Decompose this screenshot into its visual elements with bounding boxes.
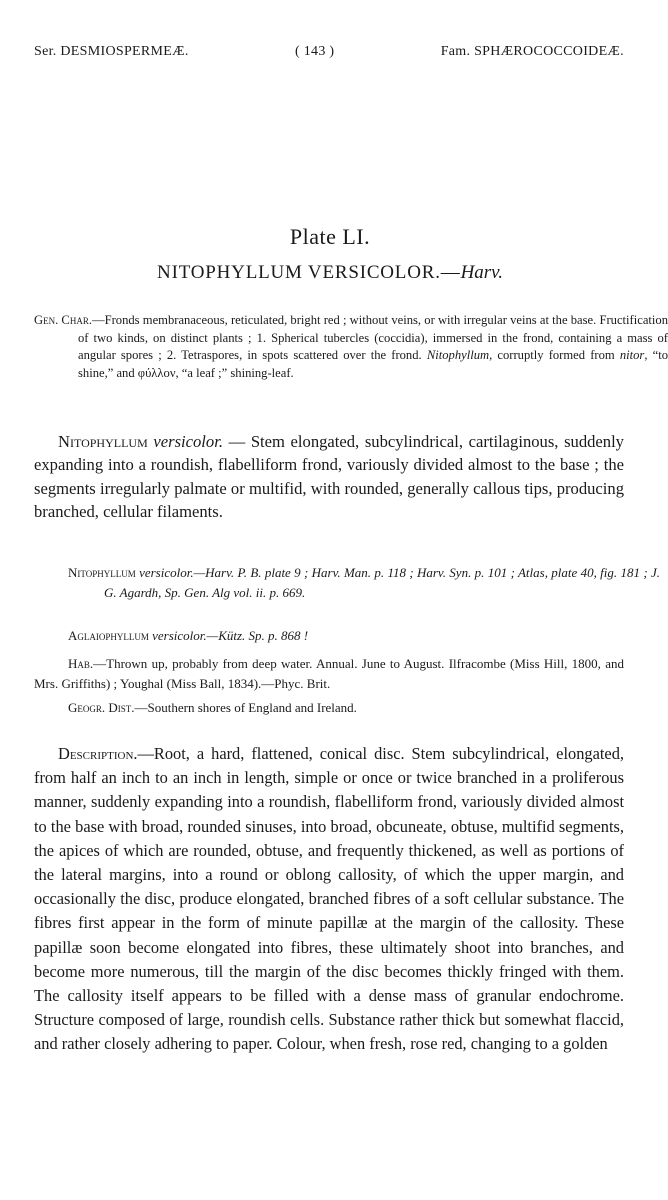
running-head [34, 44, 624, 60]
gen-char-text-3: , “to shine,” and φύλλον, “a leaf ;” shining-leaf. [78, 348, 668, 380]
species-name: NITOPHYLLUM VERSICOLOR.— [157, 262, 461, 283]
diagnosis-genus: Nitophyllum [58, 432, 148, 451]
gen-char-text-1: —Fronds membranaceous, reticulated, bright red ; without veins, or with irregular veins at the base. Fructification of two kinds, on distinct plants ; 1. Spherical tubercles (coccidia), immersed in the frond, containing a mass of angular spores ; 2. Tetraspores, in spots scattered over the frond. [78, 313, 668, 363]
habitat-paragraph [34, 654, 624, 694]
species-title [0, 262, 660, 284]
running-head-family: Fam. SPHÆROCOCCOIDEÆ. [440, 44, 624, 59]
gen-char-text-2: , corruptly formed from [489, 348, 620, 363]
description-text: —Root, a hard, flattened, conical disc. Stem subcylindrical, elongated, from half an inch to an inch in length, simple or once or twice branched in a proliferous manner, suddenly expanding into a roundish, flabelliform frond, variously divided almost to the base with broad, rounded sinuses, into broad, obcuneate, obtuse, multifid segments, the apices of which are rounded, obtuse, and frequently thickened, as well as portions of the lateral margins, into a round or oblong callosity, of which the upper margin, and occasionally the disc, produce elongated, branched fibres of a soft cellular substance. The fibres first appear in the form of minute papillæ at the margin of the callosity. These papillæ soon become elongated into fibres, these ultimately shoot into branches, and become more numerous, till the margin of the disc becomes thickly fringed with them. The callosity itself appears to be filled with a dense mass of granular endochrome. Structure composed of large, roundish cells. Substance rather thick but somewhat flaccid, and rather closely adhering to paper. Colour, when fresh, rose red, changing to a golden [34, 744, 624, 1054]
diagnosis-text: — Stem elongated, subcylindrical, cartilaginous, suddenly expanding into a roundish, flabelliform frond, variously divided almost to the base ; the segments irregularly palmate or multifid, with rounded, generally callous tips, producing branched, cellular filaments. [34, 432, 624, 521]
synonym-reference: versicolor.—Harv. P. B. plate 9 ; Harv. Man. p. 118 ; Harv. Syn. p. 101 ; Atlas, plate 40, fig. 181 ; J. G. Agardh, Sp. Gen. Alg vol. ii. p. 669. [104, 565, 660, 600]
running-head-series: Ser. DESMIOSPERMEÆ. [34, 44, 189, 59]
plate-title: Plate LI. [289, 224, 371, 249]
geography-label: Geogr. Dist. [68, 700, 135, 715]
synonym-genus: Nitophyllum [68, 565, 136, 580]
species-author: Harv. [460, 262, 503, 283]
gen-char-nitor: nitor [619, 348, 645, 363]
habitat-text: —Thrown up, probably from deep water. Annual. June to August. Ilfracombe (Miss Hill, 1800, and Mrs. Griffiths) ; Youghal (Miss Ball, 1834).—Phyc. Brit. [34, 656, 624, 691]
gen-char-label: Gen. Char. [34, 313, 92, 327]
species-diagnosis [34, 430, 624, 523]
geography-text: —Southern shores of England and Ireland. [134, 700, 357, 715]
description-paragraph [34, 742, 624, 1057]
synonym-reference: versicolor.—Kütz. Sp. p. 868 ! [152, 628, 309, 643]
habitat-label: Hab. [68, 656, 94, 671]
synonymy-entry [68, 563, 660, 603]
synonym-genus: Aglaiophyllum [68, 628, 149, 643]
diagnosis-epithet: versicolor. [153, 432, 223, 451]
generic-character [34, 312, 668, 382]
description-label: Description. [58, 744, 138, 763]
synonymy-entry [68, 626, 660, 646]
geographic-distribution [68, 698, 624, 718]
gen-char-genus: Nitophyllum [426, 348, 490, 363]
page-number: ( 143 ) [294, 44, 335, 59]
